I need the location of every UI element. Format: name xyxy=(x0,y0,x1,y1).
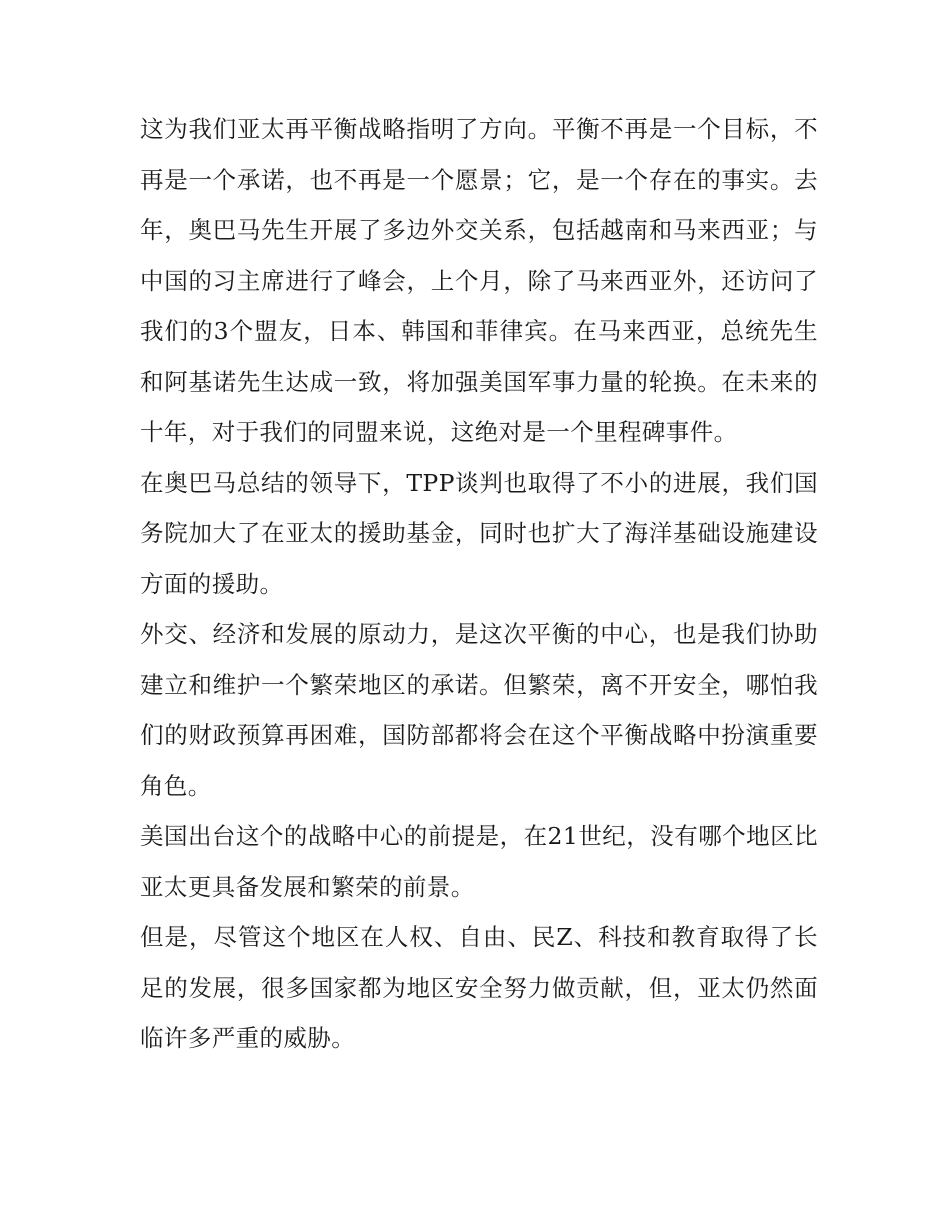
paragraph-strategy-premise: 美国出台这个的战略中心的前提是，在21世纪，没有哪个地区比亚太更具备发展和繁荣的前景。 xyxy=(140,822,818,901)
paragraph-diplomacy-economy: 外交、经济和发展的原动力，是这次平衡的中心，也是我们协助建立和维护一个繁荣地区的承诺。但繁荣，离不开安全，哪怕我们的财政预算再困难，国防部都将会在这个平衡战略中扮演重要角色。 xyxy=(140,620,818,800)
paragraph-tpp-progress: 在奥巴马总结的领导下，TPP谈判也取得了不小的进展，我们国务院加大了在亚太的援助基金，同时也扩大了海洋基础设施建设方面的援助。 xyxy=(140,468,818,598)
document-body xyxy=(140,104,818,1064)
paragraph-regional-threats: 但是，尽管这个地区在人权、自由、民Z、科技和教育取得了长足的发展，很多国家都为地区安全努力做贡献，但，亚太仍然面临许多严重的威胁。 xyxy=(140,923,818,1052)
paragraph-rebalance-direction: 这为我们亚太再平衡战略指明了方向。平衡不再是一个目标，不再是一个承诺，也不再是一个愿景；它，是一个存在的事实。去年，奥巴马先生开展了多边外交关系，包括越南和马来西亚；与中国的习主席进行了峰会，上个月，除了马来西亚外，还访问了我们的3个盟友，日本、韩国和菲律宾。在马来西亚，总统先生和阿基诺先生达成一致，将加强美国军事力量的轮换。在未来的十年，对于我们的同盟来说，这绝对是一个里程碑事件。 xyxy=(140,115,818,446)
